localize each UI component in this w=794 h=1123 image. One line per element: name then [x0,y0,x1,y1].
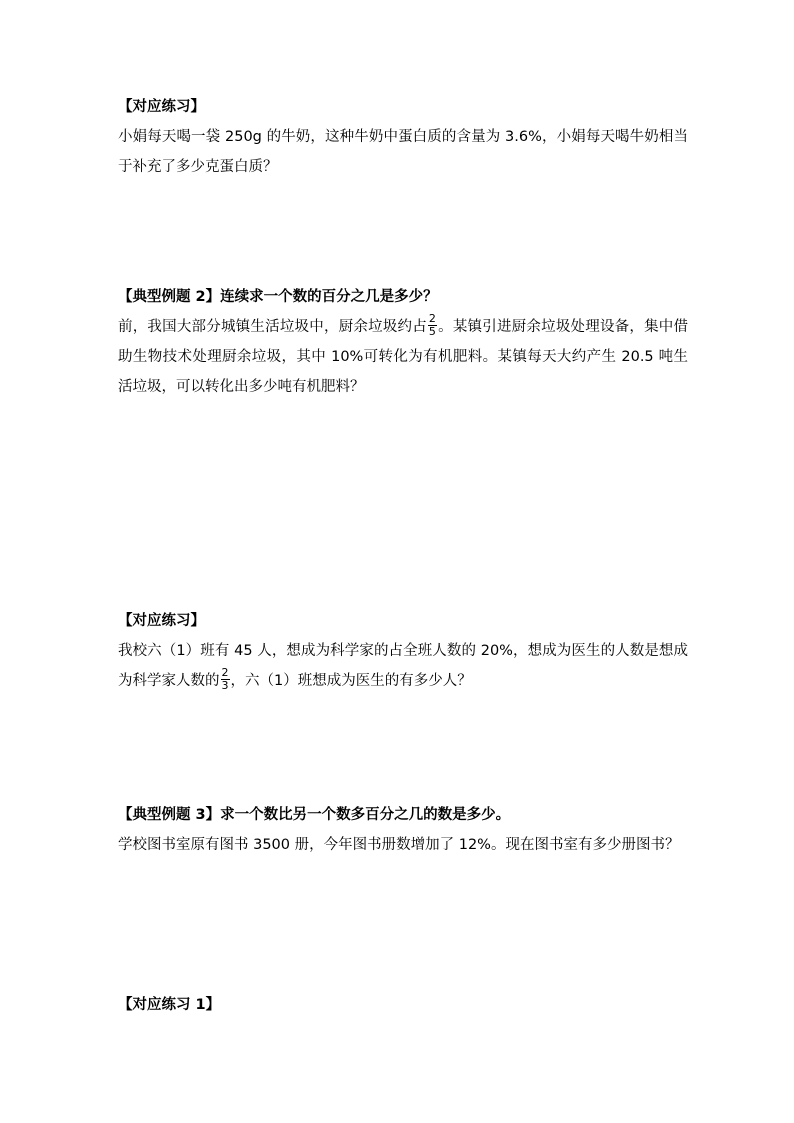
practice-section-1 [118,92,688,182]
example-heading [118,800,688,830]
practice-section-2 [118,606,688,696]
example-label: 【典型例题 3】 [118,807,221,823]
example-section-2 [118,282,688,402]
example-subtitle: 连续求一个数的百分之几是多少？ [220,289,438,305]
text-before-fraction: 我校六（1）班有 45 人，想成为科学家的占全班人数的 20%，想成为医生的人数是想成为科学家人数的 [118,643,688,689]
example-section-3 [118,800,688,860]
fraction-denominator: 3 [221,678,229,692]
example-subtitle: 求一个数比另一个数多百分之几的数是多少。 [220,807,511,823]
text-before-fraction: 前，我国大部分城镇生活垃圾中，厨余垃圾约占 [118,319,427,335]
fraction-numerator: 2 [428,311,436,325]
practice-heading: 【对应练习】 [118,99,205,115]
practice-section-3 [118,990,688,1020]
practice-problem-text: 小娟每天喝一袋 250g 的牛奶，这种牛奶中蛋白质的含量为 3.6%，小娟每天喝牛奶相当于补充了多少克蛋白质？ [118,129,688,175]
fraction [428,313,437,338]
example-problem-text [118,312,688,402]
fraction-numerator: 2 [221,665,229,679]
text-after-fraction: ，六（1）班想成为医生的有多少人？ [230,673,472,689]
text-after-fraction: 。某镇引进厨余垃圾处理设备，集中借助生物技术处理厨余垃圾，其中 10%可转化为有机肥料。某镇每天大约产生 20.5 吨生活垃圾，可以转化出多少吨有机肥料？ [118,319,688,395]
example-problem-text: 学校图书室原有图书 3500 册，今年图书册数增加了 12%。现在图书室有多少册图书？ [118,837,680,853]
fraction [221,667,230,692]
example-label: 【典型例题 2】 [118,289,221,305]
fraction-denominator: 5 [428,324,436,338]
practice-problem-text [118,636,688,696]
example-heading [118,282,688,312]
practice-heading: 【对应练习】 [118,613,205,629]
practice-heading: 【对应练习 1】 [118,997,221,1013]
